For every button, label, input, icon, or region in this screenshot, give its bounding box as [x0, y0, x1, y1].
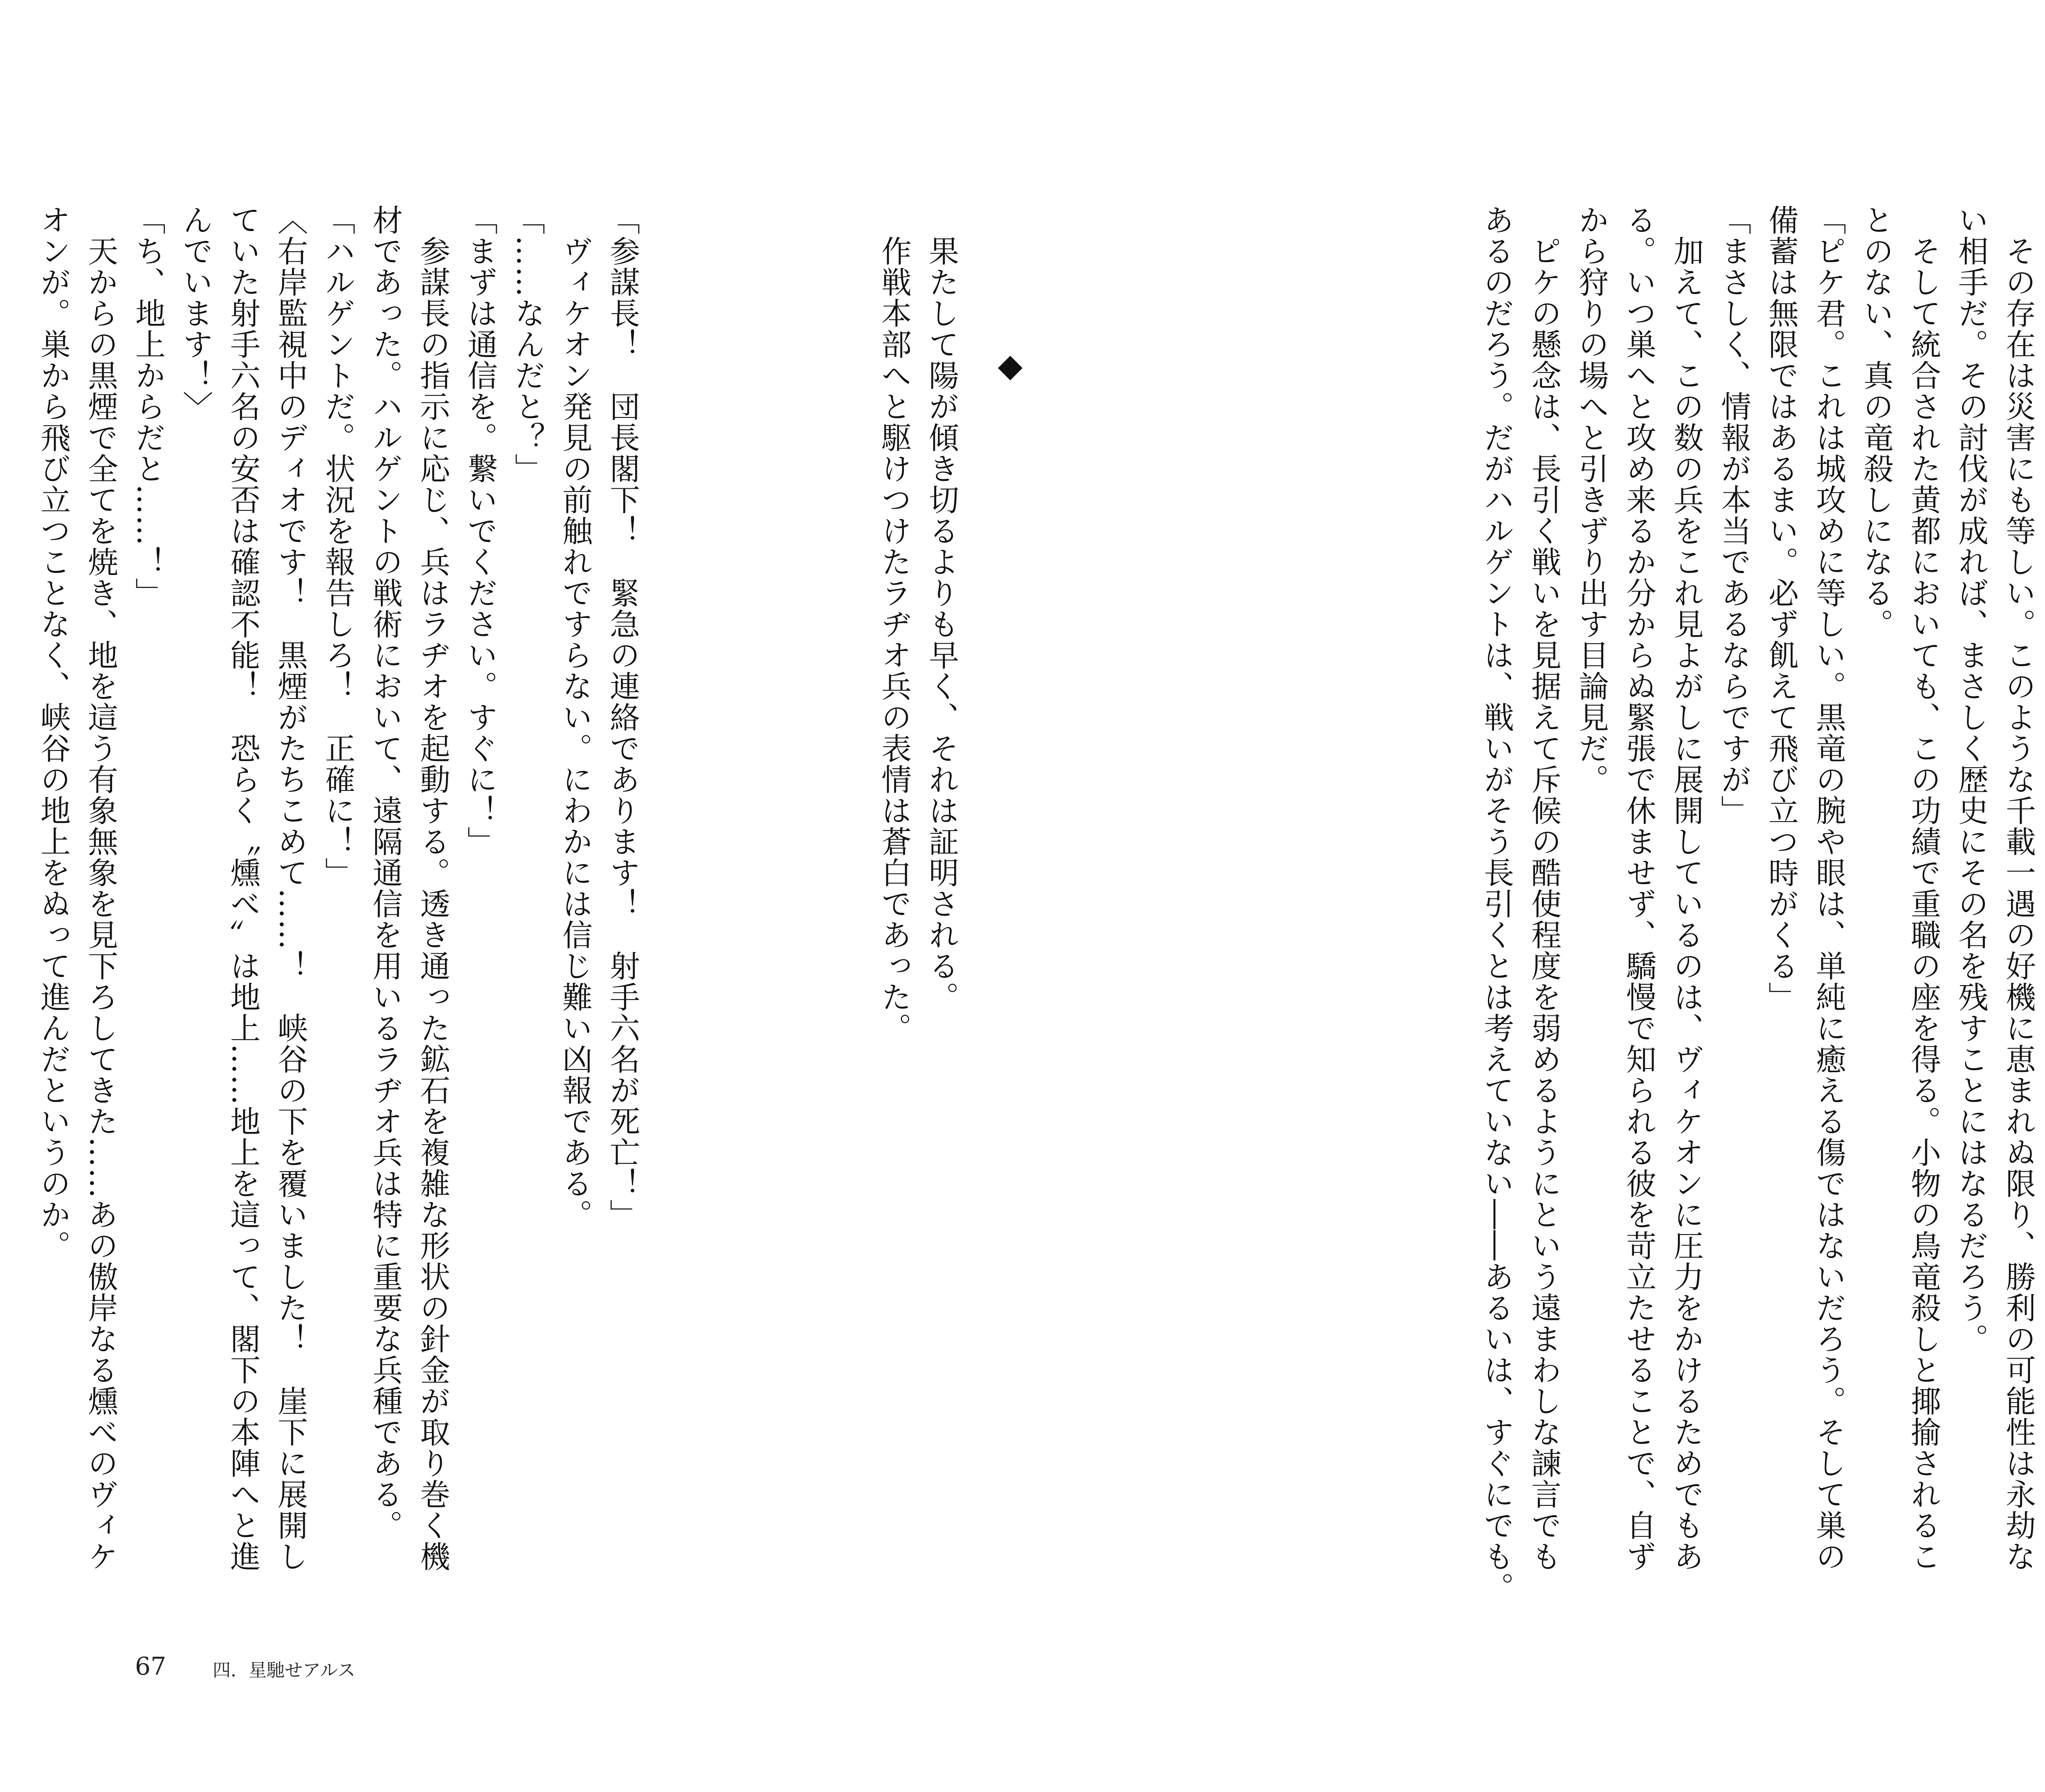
text-line — [2042, 204, 2045, 1660]
text-line: ピケの懸念は、長引く戦いを見据えて斥候の酷使程度を弱めるようにという遠まわしな諫言でも — [1526, 204, 1562, 1572]
text-line: 「まさしく、情報が本当であるならですが」 — [1716, 204, 1751, 826]
page-number-67: 67 — [135, 1652, 166, 1681]
text-line: 参謀長の指示に応じ、兵はラヂオを起動する。透き通った鉱石を複雑な形状の針金が取り巻く機 — [415, 204, 450, 1572]
text-line: オンが。巣から飛び立つことなく、峡谷の地上をぬって進んだというのか。 — [36, 204, 71, 1261]
text-line: ていた射手六名の安否は確認不能！ 恐らく〝燻べ〟は地上……地上を這って、閣下の本陣へと進 — [225, 204, 261, 1572]
text-line: その存在は災害にも等しい。このような千載一遇の好機に恵まれぬ限り、勝利の可能性は永劫な — [2001, 204, 2036, 1572]
text-line: 備蓄は無限ではあるまい。必ず飢えて飛び立つ時がくる」 — [1764, 204, 1799, 1013]
text-line: い相手だ。その討伐が成れば、まさしく歴史にその名を残すことにはなるだろう。 — [1953, 204, 1989, 1354]
left-page-text-part2 — [36, 204, 646, 1660]
text-line: 「まずは通信を。繋いでください。すぐに！」 — [463, 204, 498, 857]
text-line: から狩りの場へと引きずり出す目論見だ。 — [1574, 204, 1609, 795]
text-line: んでいます！〉 — [178, 204, 213, 422]
text-line: 作戦本部へと駆けつけたラヂオ兵の表情は蒼白であった。 — [876, 204, 912, 1044]
text-line: あるのだろう。だがハルゲントは、戦いがそう長引くとは考えていない――あるいは、すぐにでも。 — [1479, 204, 1514, 1603]
text-line: そして統合された黄都においても、この功績で重職の座を得る。小物の鳥竜殺しと揶揄されるこ — [1906, 204, 1941, 1572]
text-line: 「ハルゲントだ。状況を報告しろ！ 正確に！」 — [320, 204, 355, 888]
right-page — [1234, 0, 2045, 1792]
left-page-text-part1 — [802, 204, 965, 1660]
text-line: とのない、真の竜殺しになる。 — [1858, 204, 1894, 640]
scene-break-diamond-icon — [998, 356, 1022, 380]
text-line: 「参謀長！ 団長閣下！ 緊急の連絡であります！ 射手六名が死亡！」 — [605, 204, 640, 1230]
text-line: 材であった。ハルゲントの戦術において、遠隔通信を用いるラヂオ兵は特に重要な兵種である。 — [368, 204, 403, 1541]
text-line: 〈右岸監視中のディオです！ 黒煙がたちこめて……！ 峡谷の下を覆いました！ 崖下に展開し — [273, 204, 308, 1572]
text-line: 果たして陽が傾き切るよりも早く、それは証明される。 — [924, 204, 959, 1013]
text-line: ヴィケオン発見の前触れですらない。にわかには信じ難い凶報である。 — [557, 204, 593, 1230]
text-line: 「ち、地上からだと……！」 — [130, 204, 166, 609]
running-head: 四．星馳せアルス — [213, 1660, 355, 1681]
text-line: 加えて、この数の兵をこれ見よがしに展開しているのは、ヴィケオンに圧力をかけるためでもあ — [1669, 204, 1704, 1572]
text-line: る。いつ巣へと攻め来るか分からぬ緊張で休ませず、驕慢で知られる彼を苛立たせることで、自ず — [1621, 204, 1656, 1572]
text-line: 「ピケ君。これは城攻めに等しい。黒竜の腕や眼は、単純に癒える傷ではないだろう。そして巣の — [1811, 204, 1846, 1572]
text-line: 「……なんだと？」 — [510, 204, 545, 484]
text-line: 天からの黒煙で全てを焼き、地を這う有象無象を見下ろしてきた……あの傲岸なる燻べのヴィケ — [83, 204, 118, 1572]
right-page-text — [1479, 204, 2045, 1660]
